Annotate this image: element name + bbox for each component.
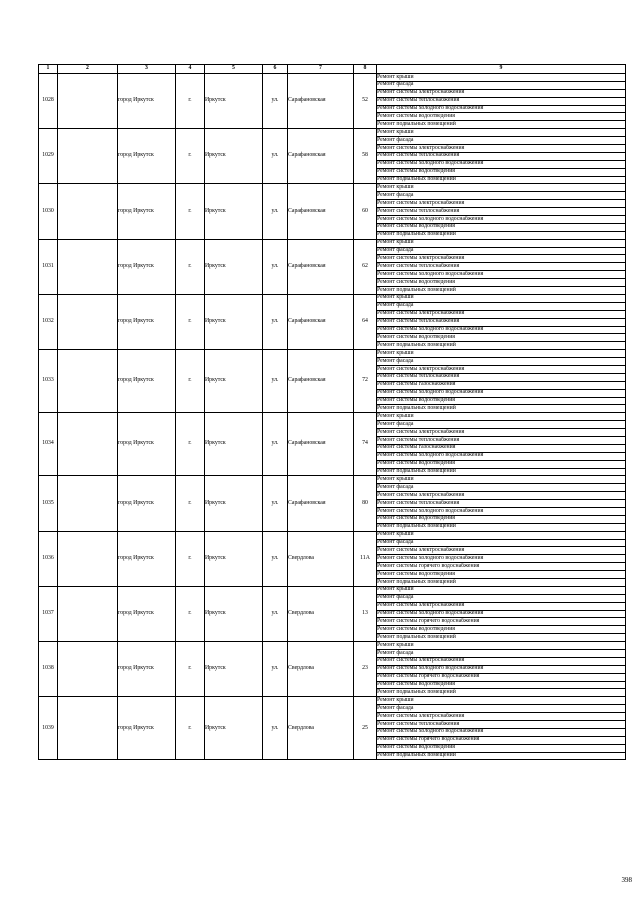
street-type-cell: ул. <box>263 129 288 184</box>
municipality-cell: город Иркутск <box>118 294 176 349</box>
work-type-cell: Ремонт системы холодного водоснабжения <box>377 216 626 224</box>
municipality-cell: город Иркутск <box>118 184 176 239</box>
column-header: 2 <box>58 65 118 74</box>
column-header: 3 <box>118 65 176 74</box>
work-type-cell: Ремонт системы теплоснабжения <box>377 373 626 381</box>
house-number-cell: 64 <box>354 294 377 349</box>
page-number: 398 <box>621 876 632 884</box>
row-number: 1028 <box>39 74 58 129</box>
work-type-cell: Ремонт фасада <box>377 137 626 145</box>
work-type-cell: Ремонт системы холодного водоснабжения <box>377 389 626 397</box>
settlement-cell: Иркутск <box>205 413 263 476</box>
settlement-type-cell: г. <box>176 476 205 531</box>
work-type-cell: Ремонт крыши <box>377 531 626 539</box>
municipality-cell: город Иркутск <box>118 239 176 294</box>
work-type-cell: Ремонт фасада <box>377 247 626 255</box>
street-cell: Свердлова <box>288 697 354 760</box>
row-number: 1038 <box>39 642 58 697</box>
table-row <box>39 350 626 358</box>
settlement-type-cell: г. <box>176 184 205 239</box>
empty-cell <box>58 294 118 349</box>
column-header: 5 <box>205 65 263 74</box>
row-number: 1032 <box>39 294 58 349</box>
work-type-cell: Ремонт системы электроснабжения <box>377 145 626 153</box>
municipality-cell: город Иркутск <box>118 476 176 531</box>
house-number-cell: 72 <box>354 350 377 413</box>
table-row <box>39 586 626 594</box>
empty-cell <box>58 74 118 129</box>
empty-cell <box>58 476 118 531</box>
work-type-cell: Ремонт крыши <box>377 413 626 421</box>
settlement-type-cell: г. <box>176 74 205 129</box>
settlement-cell: Иркутск <box>205 74 263 129</box>
work-type-cell: Ремонт крыши <box>377 697 626 705</box>
house-number-cell: 80 <box>354 476 377 531</box>
work-type-cell: Ремонт системы холодного водоснабжения <box>377 665 626 673</box>
work-type-cell: Ремонт системы горячего водоснабжения <box>377 563 626 571</box>
work-type-cell: Ремонт крыши <box>377 476 626 484</box>
work-type-cell: Ремонт системы водоотведения <box>377 279 626 287</box>
work-type-cell: Ремонт крыши <box>377 184 626 192</box>
work-type-cell: Ремонт системы холодного водоснабжения <box>377 326 626 334</box>
work-type-cell: Ремонт системы электроснабжения <box>377 429 626 437</box>
work-type-cell: Ремонт системы горячего водоснабжения <box>377 618 626 626</box>
street-type-cell: ул. <box>263 294 288 349</box>
settlement-cell: Иркутск <box>205 350 263 413</box>
work-type-cell: Ремонт системы электроснабжения <box>377 89 626 97</box>
settlement-cell: Иркутск <box>205 184 263 239</box>
municipality-cell: город Иркутск <box>118 586 176 641</box>
street-type-cell: ул. <box>263 476 288 531</box>
work-type-cell: Ремонт системы электроснабжения <box>377 657 626 665</box>
settlement-type-cell: г. <box>176 239 205 294</box>
municipality-cell: город Иркутск <box>118 350 176 413</box>
work-type-cell: Ремонт подвальных помещений <box>377 752 626 760</box>
municipality-cell: город Иркутск <box>118 413 176 476</box>
work-type-cell: Ремонт фасада <box>377 594 626 602</box>
work-type-cell: Ремонт системы холодного водоснабжения <box>377 105 626 113</box>
work-type-cell: Ремонт системы холодного водоснабжения <box>377 271 626 279</box>
work-type-cell: Ремонт системы электроснабжения <box>377 602 626 610</box>
empty-cell <box>58 239 118 294</box>
street-cell: Сарафановская <box>288 129 354 184</box>
work-type-cell: Ремонт системы водоотведения <box>377 113 626 121</box>
settlement-cell: Иркутск <box>205 531 263 586</box>
work-type-cell: Ремонт системы водоотведения <box>377 626 626 634</box>
empty-cell <box>58 531 118 586</box>
work-type-cell: Ремонт системы холодного водоснабжения <box>377 507 626 515</box>
work-type-cell: Ремонт системы водоотведения <box>377 571 626 579</box>
work-type-cell: Ремонт фасада <box>377 358 626 366</box>
work-type-cell: Ремонт крыши <box>377 350 626 358</box>
work-type-cell: Ремонт системы водоотведения <box>377 744 626 752</box>
settlement-cell: Иркутск <box>205 476 263 531</box>
work-type-cell: Ремонт системы водоотведения <box>377 168 626 176</box>
street-cell: Свердлова <box>288 586 354 641</box>
table-header <box>39 65 626 74</box>
settlement-type-cell: г. <box>176 294 205 349</box>
work-type-cell: Ремонт системы электроснабжения <box>377 492 626 500</box>
municipality-cell: город Иркутск <box>118 531 176 586</box>
work-type-cell: Ремонт системы холодного водоснабжения <box>377 160 626 168</box>
street-cell: Сарафановская <box>288 184 354 239</box>
column-header: 9 <box>377 65 626 74</box>
work-type-cell: Ремонт подвальных помещений <box>377 468 626 476</box>
work-type-cell: Ремонт системы электроснабжения <box>377 200 626 208</box>
work-type-cell: Ремонт системы теплоснабжения <box>377 152 626 160</box>
work-type-cell: Ремонт системы холодного водоснабжения <box>377 610 626 618</box>
table-row <box>39 642 626 650</box>
work-type-cell: Ремонт подвальных помещений <box>377 176 626 184</box>
table-row <box>39 413 626 421</box>
row-number: 1036 <box>39 531 58 586</box>
work-type-cell: Ремонт подвальных помещений <box>377 405 626 413</box>
empty-cell <box>58 642 118 697</box>
street-cell: Сарафановская <box>288 74 354 129</box>
house-number-cell: 25 <box>354 697 377 760</box>
settlement-cell: Иркутск <box>205 129 263 184</box>
work-type-cell: Ремонт системы водоотведения <box>377 223 626 231</box>
table-row <box>39 129 626 137</box>
work-type-cell: Ремонт системы водоотведения <box>377 334 626 342</box>
empty-cell <box>58 586 118 641</box>
municipality-cell: город Иркутск <box>118 129 176 184</box>
house-number-cell: 60 <box>354 184 377 239</box>
work-type-cell: Ремонт фасада <box>377 81 626 89</box>
table-body <box>39 74 626 760</box>
settlement-type-cell: г. <box>176 413 205 476</box>
work-type-cell: Ремонт крыши <box>377 586 626 594</box>
row-number: 1039 <box>39 697 58 760</box>
empty-cell <box>58 350 118 413</box>
work-type-cell: Ремонт крыши <box>377 294 626 302</box>
column-header: 8 <box>354 65 377 74</box>
street-cell: Свердлова <box>288 642 354 697</box>
empty-cell <box>58 184 118 239</box>
work-type-cell: Ремонт крыши <box>377 74 626 82</box>
work-type-cell: Ремонт системы электроснабжения <box>377 310 626 318</box>
work-type-cell: Ремонт системы газоснабжения <box>377 444 626 452</box>
house-number-cell: 52 <box>354 74 377 129</box>
work-type-cell: Ремонт системы электроснабжения <box>377 365 626 373</box>
column-header: 6 <box>263 65 288 74</box>
work-type-cell: Ремонт крыши <box>377 129 626 137</box>
row-number: 1037 <box>39 586 58 641</box>
settlement-cell: Иркутск <box>205 239 263 294</box>
work-type-cell: Ремонт системы теплоснабжения <box>377 97 626 105</box>
settlement-type-cell: г. <box>176 642 205 697</box>
table-row <box>39 476 626 484</box>
column-header: 1 <box>39 65 58 74</box>
work-type-cell: Ремонт фасада <box>377 192 626 200</box>
work-type-cell: Ремонт системы электроснабжения <box>377 547 626 555</box>
street-type-cell: ул. <box>263 74 288 129</box>
work-type-cell: Ремонт системы теплоснабжения <box>377 436 626 444</box>
work-type-cell: Ремонт системы теплоснабжения <box>377 500 626 508</box>
house-number-cell: 62 <box>354 239 377 294</box>
row-number: 1035 <box>39 476 58 531</box>
house-number-cell: 13 <box>354 586 377 641</box>
street-type-cell: ул. <box>263 350 288 413</box>
house-number-cell: 23 <box>354 642 377 697</box>
municipality-cell: город Иркутск <box>118 697 176 760</box>
work-type-cell: Ремонт системы холодного водоснабжения <box>377 452 626 460</box>
house-number-cell: 11А <box>354 531 377 586</box>
work-type-cell: Ремонт фасада <box>377 484 626 492</box>
table-row <box>39 531 626 539</box>
municipality-cell: город Иркутск <box>118 642 176 697</box>
row-number: 1034 <box>39 413 58 476</box>
work-type-cell: Ремонт фасада <box>377 705 626 713</box>
work-type-cell: Ремонт системы теплоснабжения <box>377 208 626 216</box>
work-type-cell: Ремонт фасада <box>377 421 626 429</box>
work-type-cell: Ремонт системы холодного водоснабжения <box>377 728 626 736</box>
street-type-cell: ул. <box>263 413 288 476</box>
settlement-type-cell: г. <box>176 586 205 641</box>
table-row <box>39 697 626 705</box>
work-type-cell: Ремонт системы водоотведения <box>377 515 626 523</box>
column-header: 7 <box>288 65 354 74</box>
work-type-cell: Ремонт подвальных помещений <box>377 579 626 587</box>
work-type-cell: Ремонт системы теплоснабжения <box>377 318 626 326</box>
work-type-cell: Ремонт системы теплоснабжения <box>377 263 626 271</box>
work-type-cell: Ремонт системы электроснабжения <box>377 713 626 721</box>
work-type-cell: Ремонт системы горячего водоснабжения <box>377 736 626 744</box>
settlement-cell: Иркутск <box>205 642 263 697</box>
header-row <box>39 65 626 74</box>
settlement-type-cell: г. <box>176 531 205 586</box>
work-type-cell: Ремонт системы теплоснабжения <box>377 721 626 729</box>
municipality-cell: город Иркутск <box>118 74 176 129</box>
work-type-cell: Ремонт фасада <box>377 650 626 658</box>
row-number: 1031 <box>39 239 58 294</box>
empty-cell <box>58 697 118 760</box>
work-type-cell: Ремонт системы горячего водоснабжения <box>377 673 626 681</box>
settlement-cell: Иркутск <box>205 586 263 641</box>
work-type-cell: Ремонт крыши <box>377 239 626 247</box>
table-row <box>39 184 626 192</box>
settlement-cell: Иркутск <box>205 294 263 349</box>
work-type-cell: Ремонт фасада <box>377 302 626 310</box>
empty-cell <box>58 129 118 184</box>
address-program-table <box>38 64 626 760</box>
settlement-type-cell: г. <box>176 350 205 413</box>
work-type-cell: Ремонт системы водоотведения <box>377 397 626 405</box>
table-row <box>39 74 626 82</box>
work-type-cell: Ремонт системы холодного водоснабжения <box>377 555 626 563</box>
work-type-cell: Ремонт подвальных помещений <box>377 231 626 239</box>
street-cell: Свердлова <box>288 531 354 586</box>
work-type-cell: Ремонт системы водоотведения <box>377 681 626 689</box>
street-cell: Сарафановская <box>288 476 354 531</box>
settlement-type-cell: г. <box>176 129 205 184</box>
work-type-cell: Ремонт подвальных помещений <box>377 523 626 531</box>
work-type-cell: Ремонт подвальных помещений <box>377 342 626 350</box>
row-number: 1029 <box>39 129 58 184</box>
street-type-cell: ул. <box>263 697 288 760</box>
row-number: 1030 <box>39 184 58 239</box>
house-number-cell: 58 <box>354 129 377 184</box>
street-cell: Сарафановская <box>288 294 354 349</box>
row-number: 1033 <box>39 350 58 413</box>
work-type-cell: Ремонт крыши <box>377 642 626 650</box>
work-type-cell: Ремонт подвальных помещений <box>377 121 626 129</box>
street-cell: Сарафановская <box>288 413 354 476</box>
settlement-cell: Иркутск <box>205 697 263 760</box>
work-type-cell: Ремонт подвальных помещений <box>377 287 626 295</box>
work-type-cell: Ремонт подвальных помещений <box>377 689 626 697</box>
empty-cell <box>58 413 118 476</box>
table-row <box>39 294 626 302</box>
house-number-cell: 74 <box>354 413 377 476</box>
street-type-cell: ул. <box>263 239 288 294</box>
street-cell: Сарафановская <box>288 239 354 294</box>
table-row <box>39 239 626 247</box>
street-type-cell: ул. <box>263 531 288 586</box>
column-header: 4 <box>176 65 205 74</box>
work-type-cell: Ремонт подвальных помещений <box>377 634 626 642</box>
street-type-cell: ул. <box>263 184 288 239</box>
work-type-cell: Ремонт системы газоснабжения <box>377 381 626 389</box>
street-cell: Сарафановская <box>288 350 354 413</box>
work-type-cell: Ремонт системы водоотведения <box>377 460 626 468</box>
settlement-type-cell: г. <box>176 697 205 760</box>
street-type-cell: ул. <box>263 642 288 697</box>
work-type-cell: Ремонт фасада <box>377 539 626 547</box>
street-type-cell: ул. <box>263 586 288 641</box>
work-type-cell: Ремонт системы электроснабжения <box>377 255 626 263</box>
